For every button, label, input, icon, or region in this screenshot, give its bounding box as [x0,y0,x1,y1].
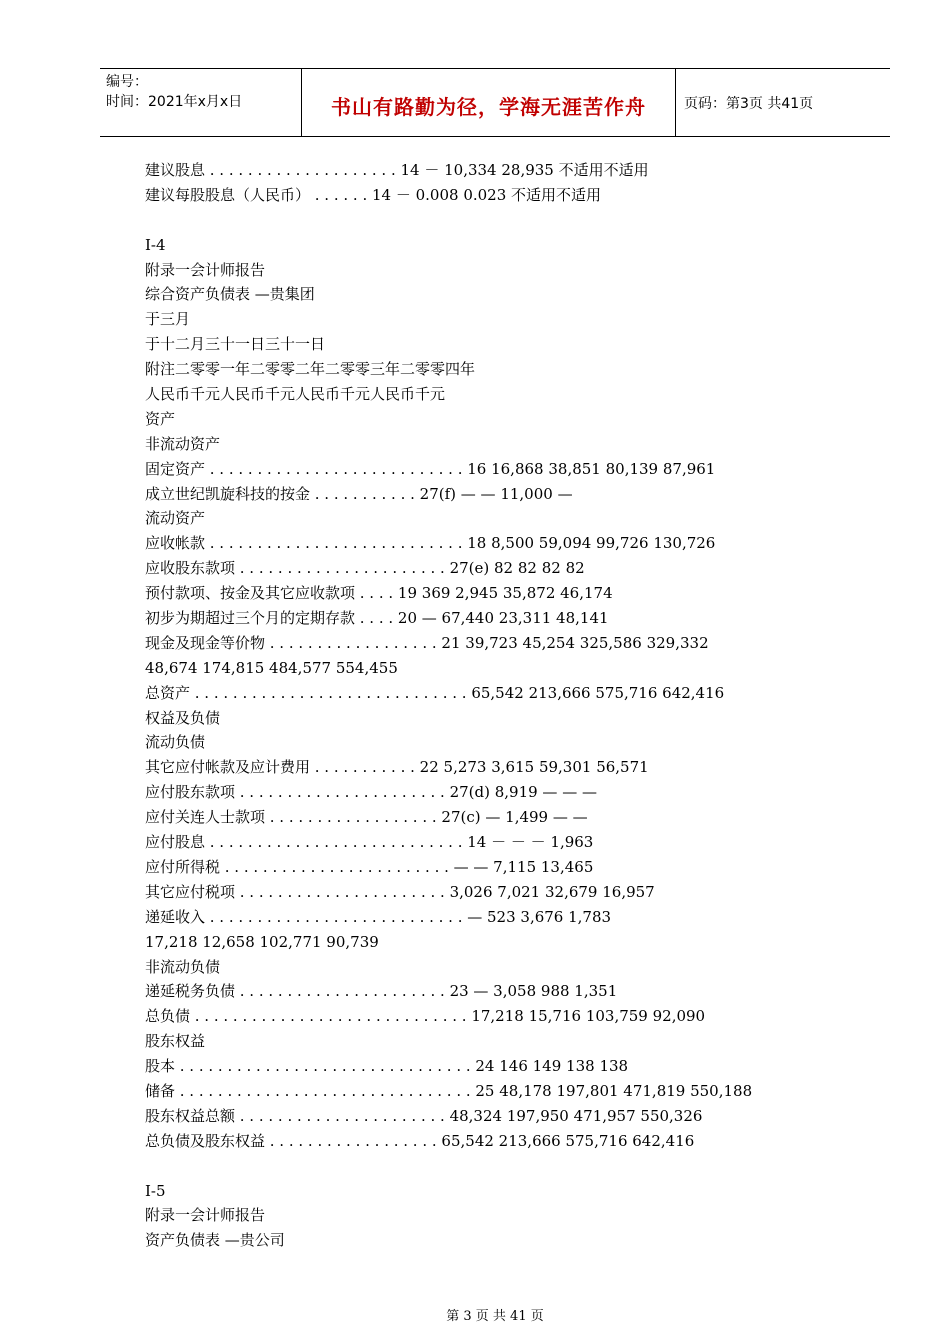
body-text-line: I-5 [145,1181,166,1200]
body-text-line: 资产负债表 —贵公司 [145,1231,285,1250]
body-text-line: 于三月 [145,310,191,329]
body-text-line: 递延税务负债 . . . . . . . . . . . . . . . . . . . . . . 23 — 3,058 988 1,351 [145,982,618,1001]
body-text-line: 股东权益 [145,1032,206,1051]
body-text-line: 递延收入 . . . . . . . . . . . . . . . . . . . . . . . . . . . — 523 3,676 1,783 [145,907,612,926]
body-text-line: 总负债及股东权益 . . . . . . . . . . . . . . . . . . 65,542 213,666 575,716 642,416 [145,1131,695,1150]
document-header [100,68,890,137]
body-text-line: 总资产 . . . . . . . . . . . . . . . . . . . . . . . . . . . . . 65,542 213,666 575,716 642,416 [145,683,725,702]
body-text-line: 应收股东款项 . . . . . . . . . . . . . . . . . . . . . . 27(e) 82 82 82 82 [145,559,585,578]
body-text-line: 应收帐款 . . . . . . . . . . . . . . . . . . . . . . . . . . . 18 8,500 59,094 99,726 130,726 [145,534,716,553]
body-text-line: 储备 . . . . . . . . . . . . . . . . . . . . . . . . . . . . . . . 25 48,178 197,801 471,819 550,188 [145,1081,753,1100]
body-text-line: 应付所得税 . . . . . . . . . . . . . . . . . . . . . . . . — — 7,115 13,465 [145,857,594,876]
body-text-line: 应付股东款项 . . . . . . . . . . . . . . . . . . . . . . 27(d) 8,919 — — — [145,783,597,802]
body-text-line: 股东权益总额 . . . . . . . . . . . . . . . . . . . . . . 48,324 197,950 471,957 550,326 [145,1106,703,1125]
header-page-number: 页码：第3页 共41页 [684,96,814,112]
body-text-line: 非流动负债 [145,957,221,976]
body-text-line: 成立世纪凯旋科技的按金 . . . . . . . . . . . 27(f) — — 11,000 — [145,484,573,503]
body-text-line: 预付款项、按金及其它应收款项 . . . . 19 369 2,945 35,872 46,174 [145,584,613,603]
body-text-line: 48,674 174,815 484,577 554,455 [145,658,398,677]
body-text-line: 于十二月三十一日三十一日 [145,335,326,354]
body-text-line: 17,218 12,658 102,771 90,739 [145,932,379,951]
blank-line [145,208,865,233]
document-time-label: 时间：2021年x月x日 [106,94,243,110]
body-text-line: 现金及现金等价物 . . . . . . . . . . . . . . . . . . 21 39,723 45,254 325,586 329,332 [145,633,709,652]
body-text-line: 固定资产 . . . . . . . . . . . . . . . . . . . . . . . . . . . 16 16,868 38,851 80,139 87,961 [145,459,716,478]
body-text-line: 资产 [145,409,176,428]
body-text-line: 附录一会计师报告 [145,260,266,279]
blank-line [145,1154,865,1179]
page-footer: 第 3 页 共 41 页 [446,1309,544,1324]
body-text-line: 其它应付帐款及应计费用 . . . . . . . . . . . 22 5,273 3,615 59,301 56,571 [145,758,649,777]
body-text-line: 流动负债 [145,733,206,752]
header-motto: 书山有路勤为径，学海无涯苦作舟 [331,95,646,119]
document-body [145,158,865,1253]
document-number-label: 编号： [106,74,148,90]
body-text-line: 建议股息 . . . . . . . . . . . . . . . . . . . . 14 － 10,334 28,935 不适用不适用 [145,161,649,179]
body-text-line: 股本 . . . . . . . . . . . . . . . . . . . . . . . . . . . . . . . 24 146 149 138 138 [145,1057,629,1076]
body-text-line: I-4 [145,235,166,254]
body-text-line: 附录一会计师报告 [145,1206,266,1225]
body-text-line: 人民币千元人民币千元人民币千元人民币千元 [145,385,446,404]
body-text-line: 应付股息 . . . . . . . . . . . . . . . . . . . . . . . . . . . 14 － － － 1,963 [145,833,594,852]
body-text-line: 应付关连人士款项 . . . . . . . . . . . . . . . . . . 27(c) — 1,499 — — [145,808,588,827]
body-text-line: 权益及负债 [145,708,221,727]
body-text-line: 其它应付税项 . . . . . . . . . . . . . . . . . . . . . . 3,026 7,021 32,679 16,957 [145,882,655,901]
body-text-line: 综合资产负债表 —贵集团 [145,285,315,304]
header-info-cell [100,69,302,136]
body-text-line: 非流动资产 [145,434,221,453]
body-text-line: 初步为期超过三个月的定期存款 . . . . 20 — 67,440 23,311 48,141 [145,609,609,628]
body-text-line: 流动资产 [145,509,206,528]
header-motto-cell [302,69,676,136]
header-page-cell [676,69,890,136]
body-text-line: 附注二零零一年二零零二年二零零三年二零零四年 [145,360,476,379]
body-text-line: 总负债 . . . . . . . . . . . . . . . . . . . . . . . . . . . . . 17,218 15,716 103,759 92,090 [145,1007,706,1026]
body-text-line: 建议每股股息（人民币） . . . . . . 14 － 0.008 0.023 不适用不适用 [145,185,602,204]
